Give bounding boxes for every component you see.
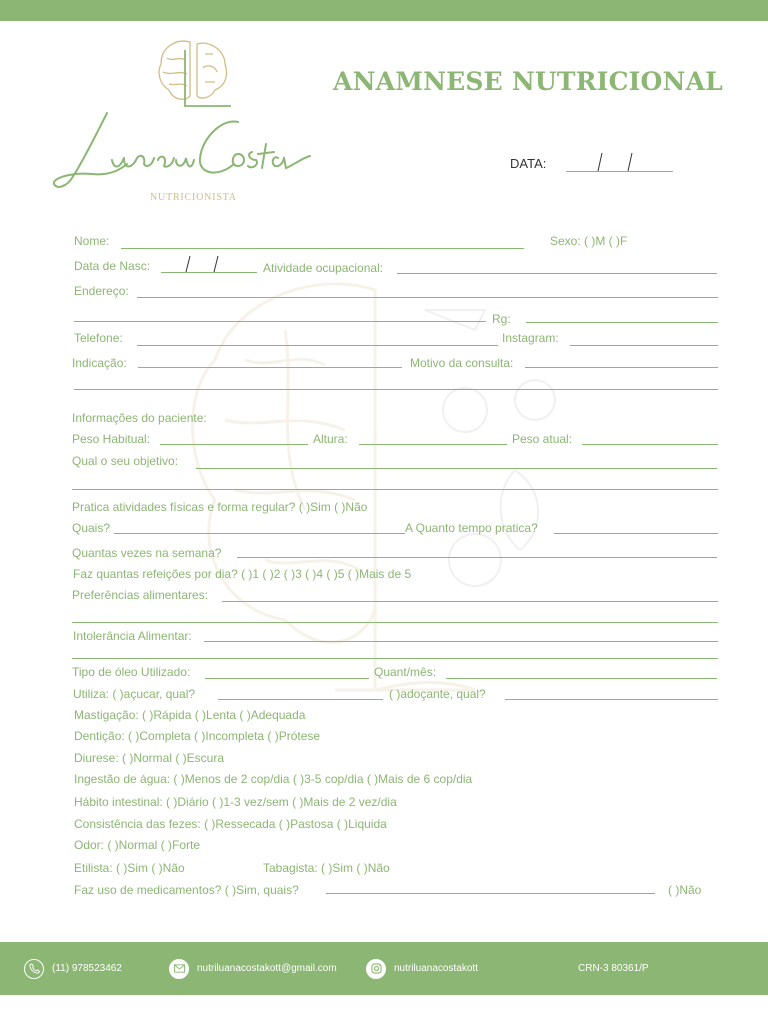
footer-phone[interactable] — [24, 942, 122, 995]
utiliza-adocante-option[interactable]: ( )adoçante, qual? — [389, 687, 486, 701]
endereco-line[interactable] — [137, 297, 718, 298]
altura-line[interactable] — [359, 444, 507, 445]
pratica-question[interactable]: Pratica atividades físicas e forma regular? ( )Sim ( )Não — [72, 500, 368, 514]
refeicoes-question[interactable]: Faz quantas refeições por dia? ( )1 ( )2 ( )3 ( )4 ( )5 ( )Mais de 5 — [73, 567, 412, 581]
atividade-line[interactable] — [397, 273, 717, 274]
denticao-options[interactable]: Dentição: ( )Completa ( )Incompleta ( )Prótese — [74, 729, 321, 743]
objetivo-line-2[interactable] — [72, 489, 718, 490]
preferencias-line-2[interactable] — [72, 622, 718, 623]
motivo-label: Motivo da consulta: — [410, 356, 514, 370]
data-nasc-label: Data de Nasc: — [74, 259, 151, 273]
logo-subtitle: NUTRICIONISTA — [150, 192, 237, 203]
footer-bar — [0, 942, 768, 995]
quant-mes-line[interactable] — [446, 678, 717, 679]
peso-habitual-line[interactable] — [160, 444, 308, 445]
rg-label: Rg: — [492, 312, 511, 326]
telefone-label: Telefone: — [74, 331, 123, 345]
oleo-label: Tipo de óleo Utilizado: — [72, 665, 191, 679]
intolerancia-label: Intolerância Alimentar: — [73, 629, 192, 643]
page-title: ANAMNESE NUTRICIONAL — [333, 67, 723, 96]
intestinal-options[interactable]: Hábito intestinal: ( )Diário ( )1-3 vez/sem ( )Mais de 2 vez/dia — [74, 795, 397, 809]
objetivo-line[interactable] — [196, 468, 717, 469]
utiliza-acucar-option[interactable]: Utiliza: ( )açucar, qual? — [73, 687, 196, 701]
quais-label: Quais? — [72, 521, 111, 535]
tabagista-options[interactable]: Tabagista: ( )Sim ( )Não — [263, 861, 390, 875]
nome-label: Nome: — [74, 234, 110, 248]
atividade-label: Atividade ocupacional: — [263, 261, 384, 275]
quant-mes-label: Quant/mês: — [374, 665, 437, 679]
date-slashes — [588, 151, 638, 173]
endereco-label: Endereço: — [74, 284, 129, 298]
footer-phone-text: (11) 978523462 — [52, 963, 122, 974]
quais-line[interactable] — [114, 533, 405, 534]
indicacao-label: Indicação: — [72, 356, 127, 370]
peso-atual-label: Peso atual: — [512, 432, 573, 446]
medicamentos-question[interactable]: Faz uso de medicamentos? ( )Sim, quais? — [74, 883, 299, 897]
endereco-line-2[interactable] — [74, 321, 486, 322]
peso-atual-line[interactable] — [582, 444, 718, 445]
logo-signature — [52, 108, 314, 193]
preferencias-label: Preferências alimentares: — [72, 588, 209, 602]
altura-label: Altura: — [313, 432, 348, 446]
odor-options[interactable]: Odor: ( )Normal ( )Forte — [74, 838, 201, 852]
agua-options[interactable]: Ingestão de água: ( )Menos de 2 cop/dia ( )3-5 cop/dia ( )Mais de 6 cop/dia — [74, 772, 473, 786]
quantas-vezes-label: Quantas vezes na semana? — [72, 546, 222, 560]
quanto-tempo-label: A Quanto tempo pratica? — [405, 521, 538, 535]
footer-crn: CRN-3 80361/P — [578, 963, 649, 974]
footer-instagram[interactable] — [366, 942, 478, 995]
footer-email-text: nutriluanacostakott@gmail.com — [197, 963, 337, 974]
preferencias-line[interactable] — [222, 601, 718, 602]
instagram-label: Instagram: — [502, 331, 559, 345]
mastigacao-options[interactable]: Mastigação: ( )Rápida ( )Lenta ( )Adequada — [74, 708, 306, 722]
indicacao-line[interactable] — [138, 367, 402, 368]
telefone-line[interactable] — [137, 345, 498, 346]
motivo-line[interactable] — [525, 367, 718, 368]
instagram-line[interactable] — [570, 345, 718, 346]
top-bar — [0, 0, 768, 21]
data-nasc-slashes — [182, 255, 222, 273]
acucar-line[interactable] — [218, 699, 383, 700]
phone-icon — [24, 959, 44, 979]
objetivo-label: Qual o seu objetivo: — [72, 454, 179, 468]
logo-brain-icon — [155, 36, 235, 114]
footer-email[interactable] — [169, 942, 337, 995]
adocante-line[interactable] — [505, 699, 718, 700]
info-paciente-heading: Informações do paciente: — [72, 411, 207, 425]
intolerancia-line-2[interactable] — [72, 658, 718, 659]
motivo-line-2[interactable] — [74, 389, 718, 390]
quantas-vezes-line[interactable] — [237, 557, 717, 558]
oleo-line[interactable] — [205, 678, 369, 679]
footer-instagram-text: nutriluanacostakott — [394, 963, 478, 974]
medicamentos-line[interactable] — [326, 893, 655, 894]
nome-line[interactable] — [121, 248, 524, 249]
rg-line[interactable] — [526, 322, 718, 323]
diurese-options[interactable]: Diurese: ( )Normal ( )Escura — [74, 751, 225, 765]
email-icon — [169, 959, 189, 979]
etilista-options[interactable]: Etilista: ( )Sim ( )Não — [74, 861, 185, 875]
instagram-icon — [366, 959, 386, 979]
sexo-options[interactable]: Sexo: ( )M ( )F — [550, 234, 628, 248]
quanto-tempo-line[interactable] — [554, 533, 718, 534]
medicamentos-nao-option[interactable]: ( )Não — [668, 883, 702, 897]
date-label: DATA: — [510, 156, 547, 171]
intolerancia-line[interactable] — [204, 641, 718, 642]
fezes-options[interactable]: Consistência das fezes: ( )Ressecada ( )Pastosa ( )Liquida — [74, 817, 387, 831]
peso-habitual-label: Peso Habitual: — [72, 432, 151, 446]
